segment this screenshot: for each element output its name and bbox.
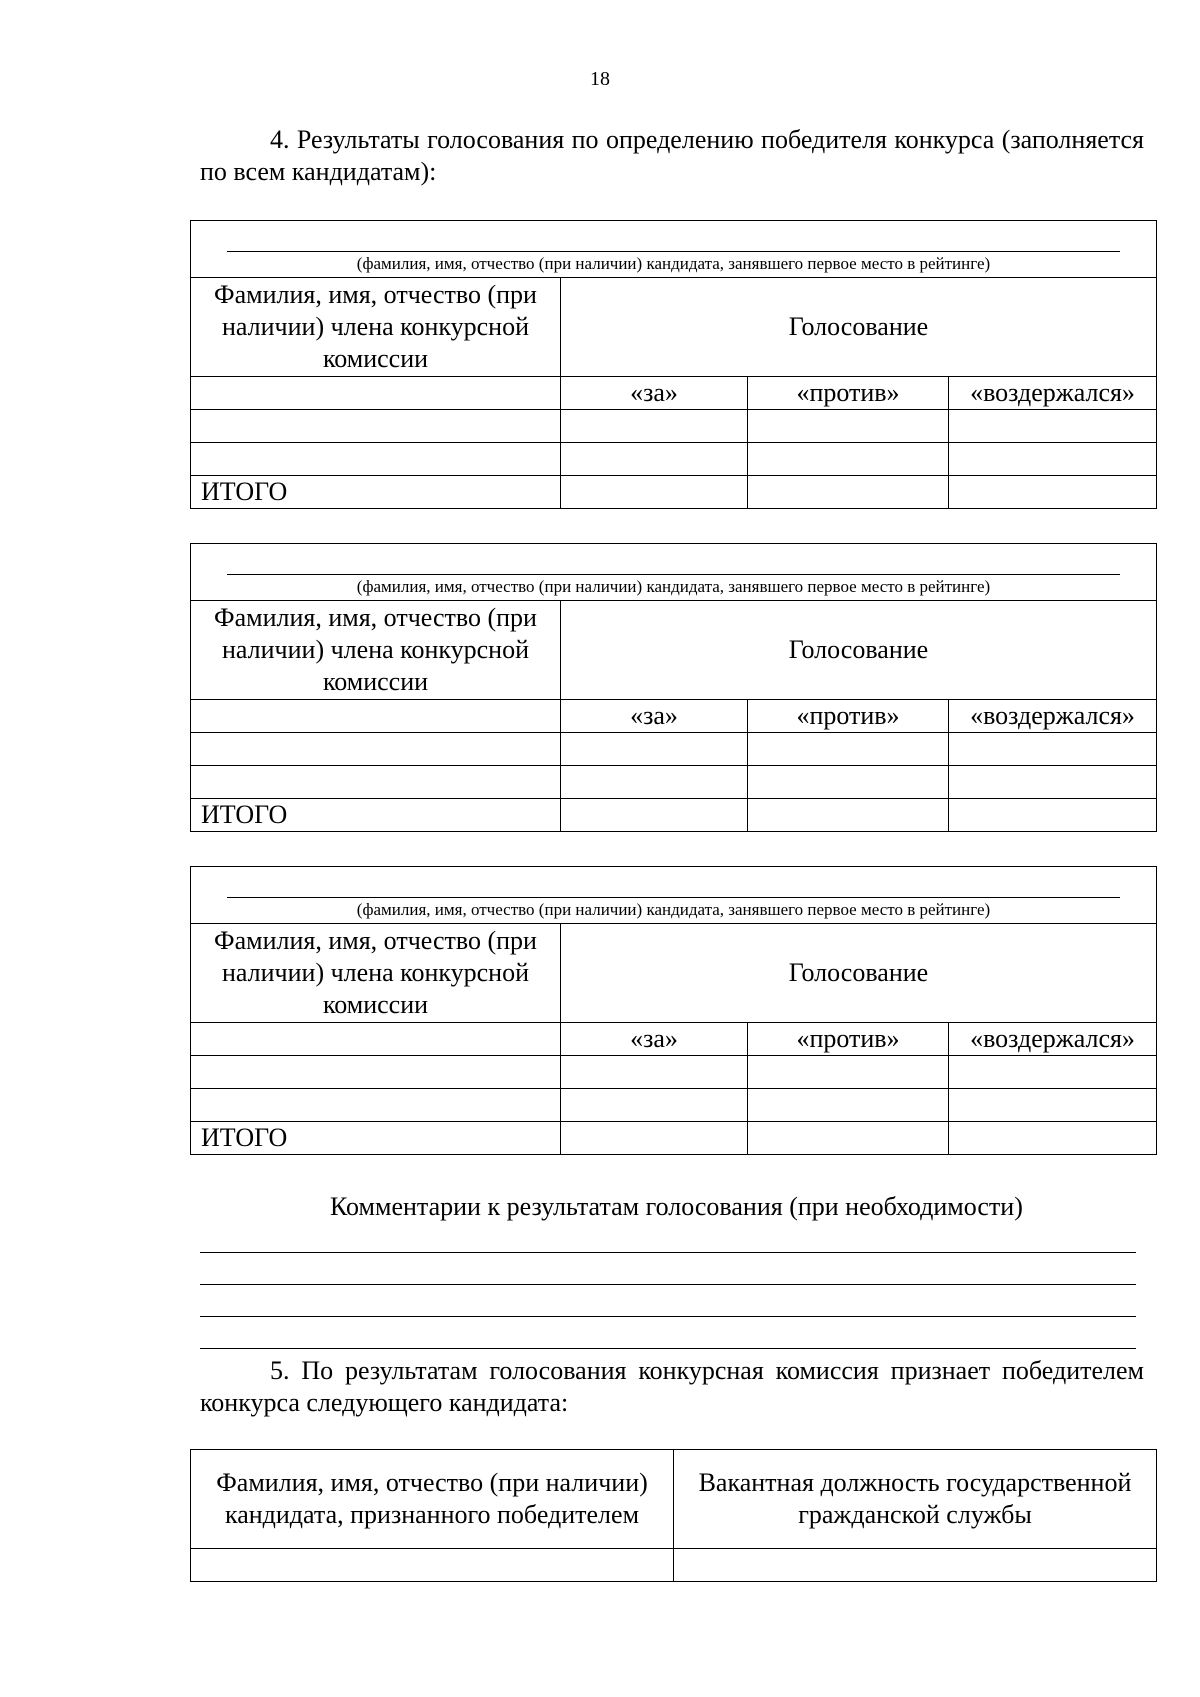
- winner-name-cell[interactable]: [191, 1549, 674, 1582]
- total-for-cell[interactable]: [561, 799, 748, 832]
- total-label: ИТОГО: [191, 799, 561, 832]
- voting-table-1: [190, 220, 1157, 509]
- member-cell[interactable]: [191, 377, 561, 410]
- candidate-name-line: [227, 251, 1120, 252]
- table-row: [191, 1549, 1157, 1582]
- vote-for-cell[interactable]: [561, 1056, 748, 1089]
- option-against: «против»: [748, 700, 949, 733]
- candidate-caption: (фамилия, имя, отчество (при наличии) кандидата, занявшего первое место в рейтинге): [356, 900, 991, 919]
- total-against-cell[interactable]: [748, 799, 949, 832]
- vote-against-cell[interactable]: [748, 733, 949, 766]
- candidate-name-cell[interactable]: [191, 867, 1157, 924]
- option-abstain: «воздержался»: [949, 1023, 1157, 1056]
- vote-abstain-cell[interactable]: [949, 410, 1157, 443]
- section-4-paragraph: [200, 124, 1144, 188]
- vote-against-cell[interactable]: [748, 1089, 949, 1122]
- table-row: [191, 1056, 1157, 1089]
- comments-title: Комментарии к результатам голосования (при необходимости): [330, 1192, 1023, 1221]
- vote-abstain-cell[interactable]: [949, 443, 1157, 476]
- vote-for-cell[interactable]: [561, 443, 748, 476]
- member-cell[interactable]: [191, 1023, 561, 1056]
- option-for: «за»: [561, 700, 748, 733]
- table-row: [191, 410, 1157, 443]
- total-against-cell[interactable]: [748, 476, 949, 509]
- vote-for-cell[interactable]: [561, 733, 748, 766]
- total-label: ИТОГО: [191, 476, 561, 509]
- option-against: «против»: [748, 1023, 949, 1056]
- section-5-number: 5.: [270, 1356, 290, 1385]
- vote-abstain-cell[interactable]: [949, 766, 1157, 799]
- member-cell[interactable]: [191, 443, 561, 476]
- member-header: Фамилия, имя, отчество (при наличии) члена конкурсной комиссии: [191, 601, 561, 700]
- vote-against-cell[interactable]: [748, 1056, 949, 1089]
- option-against: «против»: [748, 377, 949, 410]
- member-cell[interactable]: [191, 1056, 561, 1089]
- option-abstain: «воздержался»: [949, 377, 1157, 410]
- comment-line[interactable]: [200, 1348, 1136, 1349]
- option-for: «за»: [561, 1023, 748, 1056]
- total-for-cell[interactable]: [561, 1122, 748, 1155]
- vote-against-cell[interactable]: [748, 410, 949, 443]
- voting-table-3: [190, 866, 1157, 1155]
- vote-abstain-cell[interactable]: [949, 1089, 1157, 1122]
- comment-line[interactable]: [200, 1284, 1136, 1285]
- vote-abstain-cell[interactable]: [949, 1056, 1157, 1089]
- member-cell[interactable]: [191, 1089, 561, 1122]
- section-4-number: 4.: [270, 125, 290, 154]
- total-label: ИТОГО: [191, 1122, 561, 1155]
- member-header: Фамилия, имя, отчество (при наличии) члена конкурсной комиссии: [191, 924, 561, 1023]
- vacant-position-header: Вакантная должность государственной гражданской службы: [674, 1450, 1157, 1549]
- page-number: 18: [590, 68, 610, 90]
- section-5-text: По результатам голосования конкурсная комиссия признает победителем конкурса следующего кандидата:: [200, 1356, 1145, 1417]
- member-cell[interactable]: [191, 700, 561, 733]
- section-5-paragraph: [200, 1355, 1144, 1419]
- table-row: [191, 766, 1157, 799]
- total-abstain-cell[interactable]: [949, 1122, 1157, 1155]
- voting-header: Голосование: [561, 924, 1157, 1023]
- vote-abstain-cell[interactable]: [949, 733, 1157, 766]
- vote-for-cell[interactable]: [561, 410, 748, 443]
- voting-header: Голосование: [561, 278, 1157, 377]
- total-abstain-cell[interactable]: [949, 476, 1157, 509]
- winner-name-header: Фамилия, имя, отчество (при наличии) кандидата, признанного победителем: [191, 1450, 674, 1549]
- member-header: Фамилия, имя, отчество (при наличии) члена конкурсной комиссии: [191, 278, 561, 377]
- table-row: [191, 1089, 1157, 1122]
- total-abstain-cell[interactable]: [949, 799, 1157, 832]
- comment-line[interactable]: [200, 1316, 1136, 1317]
- table-row: [191, 443, 1157, 476]
- candidate-name-cell[interactable]: [191, 544, 1157, 601]
- candidate-name-line: [227, 897, 1120, 898]
- option-abstain: «воздержался»: [949, 700, 1157, 733]
- vote-against-cell[interactable]: [748, 766, 949, 799]
- option-for: «за»: [561, 377, 748, 410]
- candidate-caption: (фамилия, имя, отчество (при наличии) кандидата, занявшего первое место в рейтинге): [356, 577, 991, 596]
- voting-table-2: [190, 543, 1157, 832]
- member-cell[interactable]: [191, 733, 561, 766]
- table-row: [191, 733, 1157, 766]
- vote-for-cell[interactable]: [561, 766, 748, 799]
- winner-table: [190, 1449, 1157, 1582]
- member-cell[interactable]: [191, 410, 561, 443]
- comment-line[interactable]: [200, 1252, 1136, 1253]
- section-4-text: Результаты голосования по определению победителя конкурса (заполняется по всем кандидатам):: [200, 125, 1144, 186]
- candidate-caption: (фамилия, имя, отчество (при наличии) кандидата, занявшего первое место в рейтинге): [356, 254, 991, 273]
- vacant-position-cell[interactable]: [674, 1549, 1157, 1582]
- candidate-name-cell[interactable]: [191, 221, 1157, 278]
- vote-for-cell[interactable]: [561, 1089, 748, 1122]
- voting-header: Голосование: [561, 601, 1157, 700]
- total-for-cell[interactable]: [561, 476, 748, 509]
- vote-against-cell[interactable]: [748, 443, 949, 476]
- candidate-name-line: [227, 574, 1120, 575]
- total-against-cell[interactable]: [748, 1122, 949, 1155]
- member-cell[interactable]: [191, 766, 561, 799]
